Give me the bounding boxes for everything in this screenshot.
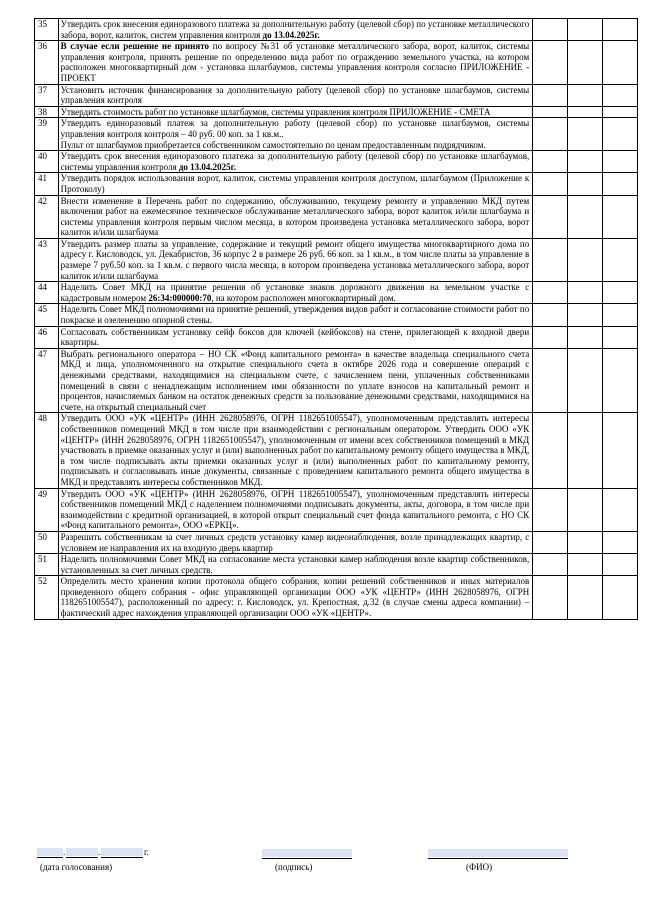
item-text	[58, 173, 533, 195]
agenda-row	[35, 118, 638, 151]
item-paragraph	[61, 19, 530, 40]
item-text-run: Утвердить единоразовый платеж за дополнительную работу (целевой сбор) по установке шлагбаумов, системы управления контроля контроля – 40 руб. 00 коп. за 1 кв.м..	[60, 118, 530, 139]
agenda-row	[35, 151, 638, 173]
vote-against-cell[interactable]	[568, 413, 603, 488]
item-paragraph	[61, 413, 530, 487]
vote-abstain-cell[interactable]	[603, 19, 638, 41]
item-text-run: Внести изменение в Перечень работ по содержанию, обслуживанию, текущему ремонту и управлению МКД путем включения работ на ежемесячное техническое обслуживание металлического забора, ворот калиток и/или шлагбаума и системы управления контроля первым числом месяца, в котором произведена установка металлического забора, ворот калиток и/или шлагбаума	[60, 195, 530, 238]
item-paragraph	[61, 118, 530, 150]
item-number: 42	[35, 195, 59, 238]
name-line	[428, 858, 568, 859]
vote-abstain-cell[interactable]	[603, 304, 638, 326]
vote-abstain-cell[interactable]	[603, 488, 638, 531]
vote-for-cell[interactable]	[533, 151, 568, 173]
vote-for-cell[interactable]	[533, 304, 568, 326]
item-text	[58, 348, 533, 413]
item-number: 39	[35, 118, 59, 151]
date-day-field[interactable]	[37, 847, 66, 857]
item-text	[58, 531, 533, 553]
item-paragraph	[61, 196, 530, 238]
item-text	[58, 151, 533, 173]
date-month-line	[66, 857, 98, 858]
vote-abstain-cell[interactable]	[603, 151, 638, 173]
vote-for-cell[interactable]	[533, 488, 568, 531]
vote-against-cell[interactable]	[568, 282, 603, 304]
item-paragraph	[61, 327, 530, 348]
item-number: 45	[35, 304, 59, 326]
item-text-run: по вопросу №31 об установке металлического забора, ворот, калиток, системы управления контроля, принять решение по определению вида работ по ограждению земельного участка, на котором расположен многоквартирный дом - установка шлагбаумов, системы управления контроля согласно ПРИЛОЖЕНИЕ - ПРОЕКТ	[60, 41, 530, 83]
vote-abstain-cell[interactable]	[603, 195, 638, 238]
vote-abstain-cell[interactable]	[603, 173, 638, 195]
agenda-row	[35, 348, 638, 413]
vote-for-cell[interactable]	[533, 41, 568, 84]
vote-abstain-cell[interactable]	[603, 554, 638, 576]
vote-against-cell[interactable]	[568, 531, 603, 553]
item-text-run: Наделить Совет МКД полномочиями на принятие решений, утверждения видов работ и согласование стоимости работ по покраске и озеленению опорной стены.	[60, 304, 530, 326]
item-text-run: Утвердить срок внесения единоразового платежа за дополнительную работу (целевой сбор) по установке шлагбаумов, системы управления контроля	[60, 151, 530, 172]
vote-against-cell[interactable]	[568, 554, 603, 576]
vote-for-cell[interactable]	[533, 282, 568, 304]
item-paragraph	[61, 349, 530, 413]
item-text-run: Пульт от шлагбаумов приобретается собственником самостоятельно по ценам предоставленным подрядчиком.	[60, 139, 486, 150]
item-text	[58, 195, 533, 238]
vote-for-cell[interactable]	[533, 19, 568, 41]
agenda-table	[34, 18, 638, 620]
item-number: 43	[35, 238, 59, 281]
vote-abstain-cell[interactable]	[603, 282, 638, 304]
vote-for-cell[interactable]	[533, 326, 568, 348]
item-paragraph	[61, 576, 530, 618]
item-text-run: Утвердить порядок использования ворот, калиток, системы управления контроля доступом, шлагбаумом (Приложение к Протоколу)	[60, 173, 530, 194]
vote-abstain-cell[interactable]	[603, 326, 638, 348]
item-text-run: Определить место хранения копии протокола общего собрания, копии решений собственников и иных материалов проведенного общего собрания - офис управляющей организации ООО «УК «ЦЕНТР» (ИНН 2628058976, ОГРН 1182651005547), расположенный по адресу: г. Кисловодск, ул. Крепостная, д.32 (в случае смены адреса компании) – фактический адрес нахождения управляющей организации ООО «УК «ЦЕНТР».	[60, 576, 530, 619]
item-text-run: Согласовать собственникам установку сейф боксов для ключей (кейбоксов) на стене, прилегающей к входной двери квартиры.	[60, 326, 530, 348]
item-number: 52	[35, 576, 59, 619]
vote-for-cell[interactable]	[533, 106, 568, 118]
name-field[interactable]	[428, 849, 568, 857]
item-number: 35	[35, 19, 59, 41]
vote-for-cell[interactable]	[533, 84, 568, 106]
item-text-run: Утвердить срок внесения единоразового платежа за дополнительную работу (целевой сбор) по установке металлического забора, ворот, калиток, систем управления контроля	[60, 19, 530, 40]
item-text-bold: до 13.04.2025г.	[178, 161, 236, 172]
item-number: 49	[35, 488, 59, 531]
item-number: 41	[35, 173, 59, 195]
item-paragraph	[61, 41, 530, 83]
item-text-bold: до 13.04.2025г.	[262, 29, 320, 40]
item-paragraph	[61, 304, 530, 325]
item-text-bold: В случае если решение не принято	[60, 41, 210, 52]
vote-against-cell[interactable]	[568, 238, 603, 281]
vote-against-cell[interactable]	[568, 84, 603, 106]
signature-line	[262, 858, 352, 859]
item-text	[58, 118, 533, 151]
item-number: 40	[35, 151, 59, 173]
vote-against-cell[interactable]	[568, 195, 603, 238]
vote-abstain-cell[interactable]	[603, 413, 638, 488]
vote-for-cell[interactable]	[533, 554, 568, 576]
item-paragraph	[61, 282, 530, 303]
agenda-row	[35, 282, 638, 304]
name-caption: (ФИО)	[466, 862, 493, 872]
item-text-run: Утвердить размер платы за управление, содержание и текущий ремонт общего имущества многоквартирного дома по адресу г. Кисловодск, ул. Декабристов, 36 корпус 2 в размере 26 руб. 66 коп. за 1 кв.м., в том числе платы за управление в размере 7 руб.50 коп. за 1 кв.м. с первого числа месяца, в котором произведена установка металлического забора, ворот калиток и/или шлагбаума	[60, 238, 530, 281]
item-text-run: Выбрать регионального оператора – НО СК «Фонд капитального ремонта» в качестве владельца специального счета МКД и лица, уполномоченного на открытие специального счета в октябре 2026 года и совершение операций с денежными средствами, находящимися на специальном счете, с зачислением пени, уплаченных собственниками помещений в связи с ненадлежащим исполнением ими обязанности по уплате взносов на капитальный ремонт и процентов, начисляемых банком на остаток денежных средств за пользование денежными средствами, находящимися на счете, на открытый специальный счет	[60, 348, 530, 412]
date-separator-dot: .	[98, 847, 101, 857]
item-paragraph	[61, 151, 530, 172]
agenda-row	[35, 238, 638, 281]
vote-abstain-cell[interactable]	[603, 106, 638, 118]
vote-against-cell[interactable]	[568, 106, 603, 118]
item-paragraph	[61, 489, 530, 531]
vote-abstain-cell[interactable]	[603, 531, 638, 553]
item-text-run: Установить источник финансирования за дополнительную работу (целевой сбор) по установке шлагбаумов, системы управления контроля	[60, 84, 530, 106]
agenda-row	[35, 304, 638, 326]
vote-for-cell[interactable]	[533, 348, 568, 413]
date-separator-dot: .	[63, 847, 66, 857]
vote-for-cell[interactable]	[533, 238, 568, 281]
vote-abstain-cell[interactable]	[603, 576, 638, 619]
item-text-run: , на котором расположен многоквартирный дом.	[211, 292, 396, 303]
agenda-row	[35, 106, 638, 118]
vote-for-cell[interactable]	[533, 173, 568, 195]
item-text	[58, 576, 533, 619]
item-text-run: Наделить Совет МКД на принятие решения об установке знаков дорожного движения на земельном участке с кадастровым номером	[60, 282, 530, 303]
vote-for-cell[interactable]	[533, 576, 568, 619]
item-text-run: Утвердить ООО «УК «ЦЕНТР» (ИНН 2628058976, ОГРН 1182651005547), уполномоченным представлять интересы собственников помещений МКД с наделением полномочиями подписывать документы, акты, договора, в том числе при взаимодействии с кредитной организацией, в которой открыт специальный счет фонда капитального ремонта, с НО СК «Фонд капитального ремонта», ООО «ЕРКЦ».	[60, 488, 530, 531]
item-number: 44	[35, 282, 59, 304]
vote-for-cell[interactable]	[533, 195, 568, 238]
item-number: 37	[35, 84, 59, 106]
vote-against-cell[interactable]	[568, 348, 603, 413]
signature-field[interactable]	[262, 849, 352, 857]
item-number: 50	[35, 531, 59, 553]
item-text	[58, 488, 533, 531]
vote-abstain-cell[interactable]	[603, 348, 638, 413]
agenda-row	[35, 84, 638, 106]
agenda-row	[35, 41, 638, 84]
vote-against-cell[interactable]	[568, 488, 603, 531]
item-text	[58, 304, 533, 326]
vote-for-cell[interactable]	[533, 531, 568, 553]
agenda-row	[35, 326, 638, 348]
item-text	[58, 19, 533, 41]
item-text-run: Разрешить собственникам за счет личных средств установку камер видеонаблюдения, возле принадлежащих квартир, с условием не направления их на входную дверь квартир	[60, 531, 530, 553]
date-day-line	[37, 857, 63, 858]
agenda-row	[35, 413, 638, 488]
vote-against-cell[interactable]	[568, 304, 603, 326]
date-year-field[interactable]	[101, 848, 143, 856]
item-text-run: Утвердить стоимость работ по установке шлагбаумов, системы управления контроля ПРИЛОЖЕНИЕ - СМЕТА	[60, 106, 491, 117]
date-year-line	[101, 857, 143, 858]
signature-caption: (подпись)	[275, 862, 313, 872]
agenda-row	[35, 488, 638, 531]
vote-for-cell[interactable]	[533, 118, 568, 151]
agenda-row	[35, 173, 638, 195]
item-paragraph	[61, 173, 530, 194]
date-caption: (дата голосования)	[40, 862, 113, 872]
vote-against-cell[interactable]	[568, 326, 603, 348]
agenda-row	[35, 576, 638, 619]
agenda-row	[35, 531, 638, 553]
item-paragraph	[61, 532, 530, 553]
item-text	[58, 84, 533, 106]
item-text	[58, 41, 533, 84]
item-text	[58, 282, 533, 304]
vote-against-cell[interactable]	[568, 118, 603, 151]
item-number: 51	[35, 554, 59, 576]
item-paragraph	[61, 554, 530, 575]
item-text	[58, 106, 533, 118]
item-text	[58, 238, 533, 281]
item-paragraph	[61, 239, 530, 281]
vote-abstain-cell[interactable]	[603, 41, 638, 84]
vote-against-cell[interactable]	[568, 173, 603, 195]
vote-abstain-cell[interactable]	[603, 118, 638, 151]
item-text-run: Утвердить ООО «УК «ЦЕНТР» (ИНН 2628058976, ОГРН 1182651005547), уполномоченным представлять интересы собственников помещений МКД в том числе при взаимодействии с региональным оператором. Утвердить ООО «УК «ЦЕНТР» (ИНН 2628058976, ОГРН 1182651005547), уполномоченным от имени всех собственников помещений в МКД участвовать в приемке оказанных услуг и (или) выполненных работ по капитальному ремонту общего имущества в МКД, в том числе подписывать акты приемки оказанных услуг и (или) выполненных работ по капитальному ремонту, подписывать и согласовывать иные документы, связанные с проведением капитального ремонта общего имущества в МКД и представлять интересы собственников МКД.	[60, 413, 530, 487]
vote-abstain-cell[interactable]	[603, 238, 638, 281]
item-paragraph	[61, 85, 530, 106]
item-text-bold: 26:34:000000:70	[148, 292, 212, 303]
item-paragraph	[61, 107, 530, 118]
item-text	[58, 554, 533, 576]
vote-against-cell[interactable]	[568, 41, 603, 84]
agenda-row	[35, 195, 638, 238]
item-number: 46	[35, 326, 59, 348]
item-number: 47	[35, 348, 59, 413]
item-number: 38	[35, 106, 59, 118]
item-number: 48	[35, 413, 59, 488]
item-text-run: Наделить полномочиями Совет МКД на согласование места установки камер наблюдения возле квартир собственников, установленных за счет личных средств.	[60, 554, 530, 575]
vote-against-cell[interactable]	[568, 576, 603, 619]
item-number: 36	[35, 41, 59, 84]
vote-against-cell[interactable]	[568, 151, 603, 173]
vote-against-cell[interactable]	[568, 19, 603, 41]
agenda-row	[35, 19, 638, 41]
item-text	[58, 326, 533, 348]
date-suffix: г.	[144, 847, 149, 857]
vote-for-cell[interactable]	[533, 413, 568, 488]
agenda-row	[35, 554, 638, 576]
date-month-field[interactable]	[66, 847, 101, 857]
item-text	[58, 413, 533, 488]
vote-abstain-cell[interactable]	[603, 84, 638, 106]
